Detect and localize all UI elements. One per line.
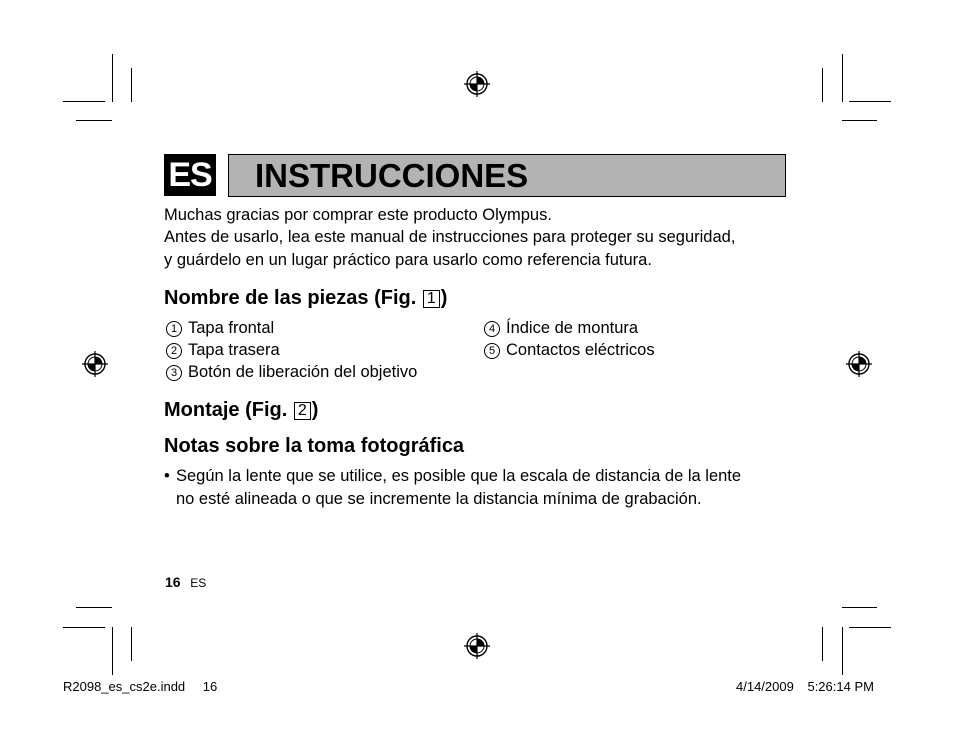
list-item: 5 Contactos eléctricos (484, 339, 655, 361)
print-slug-left (63, 679, 217, 695)
crop-mark (63, 627, 105, 628)
notes-bullet-line: • Según la lente que se utilice, es posible que la escala de distancia de la lente (164, 467, 742, 485)
crop-mark (76, 120, 112, 121)
item-number: 1 (166, 321, 182, 337)
slug-date: 4/14/2009 (736, 679, 794, 694)
intro-line: Antes de usarlo, lea este manual de instrucciones para proteger su seguridad, (164, 228, 736, 246)
mounting-heading: Montaje (Fig. 2 ) (164, 399, 319, 421)
item-number: 3 (166, 365, 182, 381)
parts-heading: Nombre de las piezas (Fig. 1 ) (164, 287, 448, 309)
crop-mark (842, 627, 843, 675)
registration-mark-icon (464, 633, 490, 659)
list-item: 2 Tapa trasera (166, 339, 280, 361)
title-bar (228, 154, 786, 197)
crop-mark (822, 627, 823, 661)
crop-mark (822, 68, 823, 102)
list-item: 4 Índice de montura (484, 317, 638, 339)
item-number: 4 (484, 321, 500, 337)
fig-number-box: 1 (423, 290, 440, 308)
notes-line: no esté alineada o que se incremente la distancia mínima de grabación. (176, 490, 702, 508)
fig-number-box: 2 (294, 402, 311, 420)
item-number: 2 (166, 343, 182, 359)
crop-mark (112, 54, 113, 102)
slug-time: 5:26:14 PM (807, 679, 874, 694)
crop-mark (849, 101, 891, 102)
crop-mark (842, 54, 843, 102)
registration-mark-icon (464, 71, 490, 97)
intro-line: Muchas gracias por comprar este producto Olympus. (164, 206, 552, 224)
registration-mark-icon (82, 351, 108, 377)
crop-mark (76, 607, 112, 608)
print-slug-right (736, 679, 874, 695)
bullet: • (164, 467, 170, 485)
page-title: INSTRUCCIONES (255, 157, 529, 194)
list-item: 1 Tapa frontal (166, 317, 274, 339)
crop-mark (63, 101, 105, 102)
crop-mark (842, 607, 877, 608)
crop-mark (131, 627, 132, 661)
slug-page: 16 (202, 679, 218, 694)
registration-mark-icon (846, 351, 872, 377)
crop-mark (842, 120, 877, 121)
intro-line: y guárdelo en un lugar práctico para usarlo como referencia futura. (164, 251, 652, 269)
page-lang: ES (190, 576, 207, 590)
notes-heading: Notas sobre la toma fotográfica (164, 435, 465, 457)
page-number: 16 (165, 574, 181, 590)
crop-mark (131, 68, 132, 102)
item-number: 5 (484, 343, 500, 359)
page-footer (165, 574, 206, 591)
language-badge: ES (164, 154, 216, 196)
list-item: 3 Botón de liberación del objetivo (166, 361, 417, 383)
crop-mark (112, 627, 113, 675)
slug-filename: R2098_es_cs2e.indd (63, 679, 186, 694)
crop-mark (849, 627, 891, 628)
